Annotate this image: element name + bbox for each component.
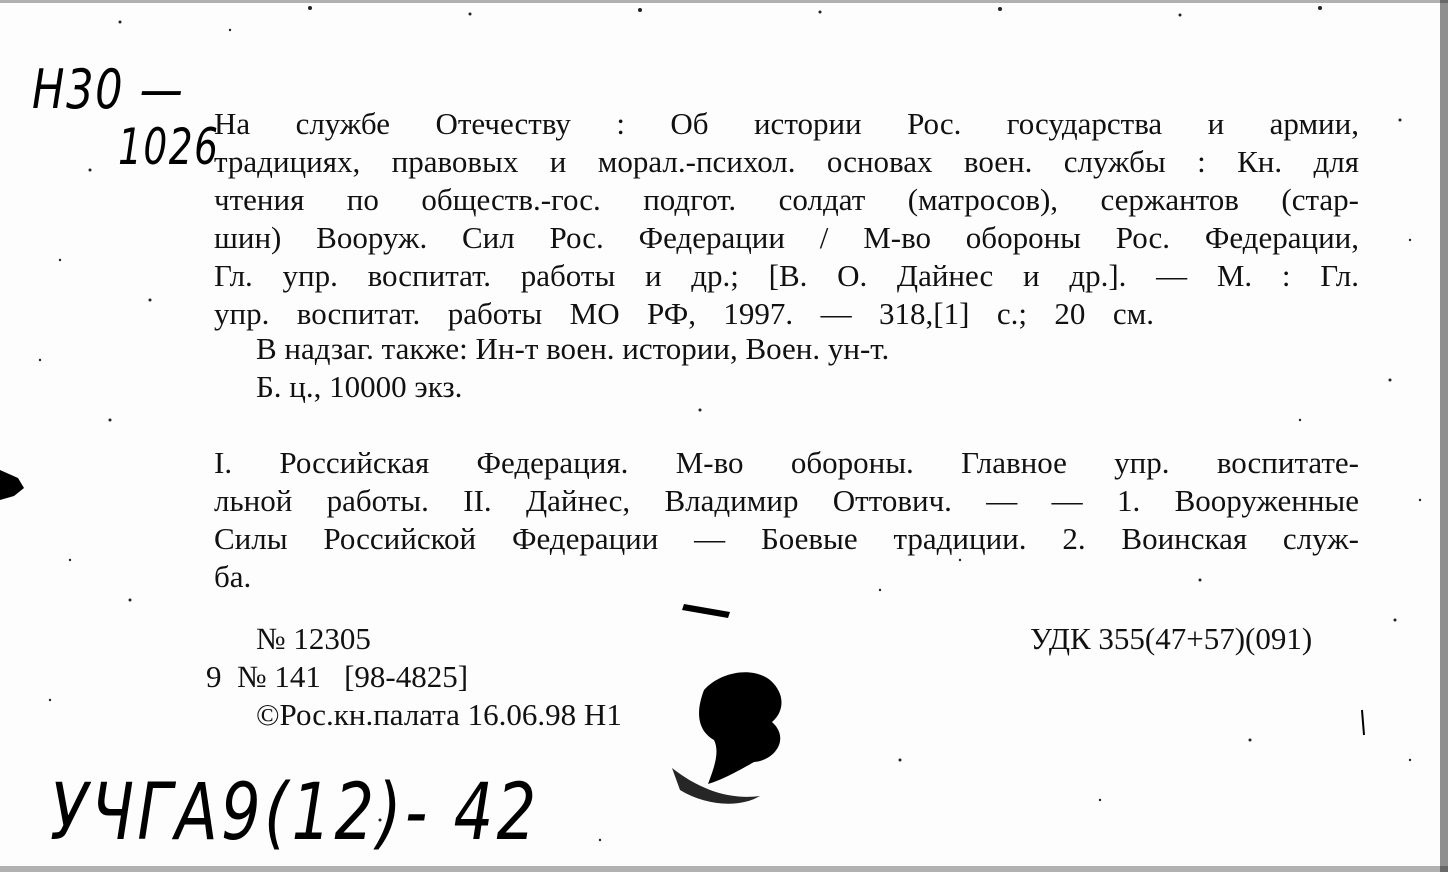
tracing-line: ба. [214, 559, 252, 594]
notes [256, 330, 1156, 406]
description-line: упр. воспитат. работы МО РФ, 1997. — 318,[1] с.; 20 см. [214, 296, 1154, 331]
sub-registration-number: 9 № 141 [98-4825] [206, 659, 469, 694]
udc-code: УДК 355(47+57)(091) [1030, 621, 1313, 656]
description-line: чтения по обществ.-гос. подгот. солдат (матросов), сержантов (стар- [214, 182, 1359, 217]
note-header: В надзаг. также: Ин-т воен. истории, Воен. ун-т. [256, 331, 890, 366]
description-line: шин) Вооруж. Сил Рос. Федерации / М-во обороны Рос. Федерации, [214, 220, 1359, 255]
registration-block [206, 620, 622, 734]
tracings [214, 444, 1359, 596]
registration-number: № 12305 [256, 621, 371, 656]
description-line: традициях, правовых и морал.-психол. основах воен. службы : Кн. для [214, 144, 1359, 179]
book-chamber-stamp: ©Рос.кн.палата 16.06.98 Н1 [256, 697, 622, 732]
description-line: На службе Отечеству : Об истории Рос. государства и армии, [214, 106, 1359, 141]
description-line: Гл. упр. воспитат. работы и др.; [В. О. Дайнес и др.]. — М. : Гл. [214, 258, 1359, 293]
handwritten-shelf-code-top: Н30 — [32, 58, 185, 121]
note-price-copies: Б. ц., 10000 экз. [256, 369, 463, 404]
handwritten-bottom-code: УЧГА9(12)- 42 [50, 768, 540, 858]
handwritten-shelf-number: 1026 [118, 118, 220, 176]
bibliographic-description [214, 105, 1359, 333]
tracing-line: I. Российская Федерация. М-во обороны. Главное упр. воспитате- [214, 445, 1359, 480]
tracing-line: льной работы. II. Дайнес, Владимир Оттович. — — 1. Вооруженные [214, 483, 1359, 518]
tracing-line: Силы Российской Федерации — Боевые традиции. 2. Воинская служ- [214, 521, 1359, 556]
